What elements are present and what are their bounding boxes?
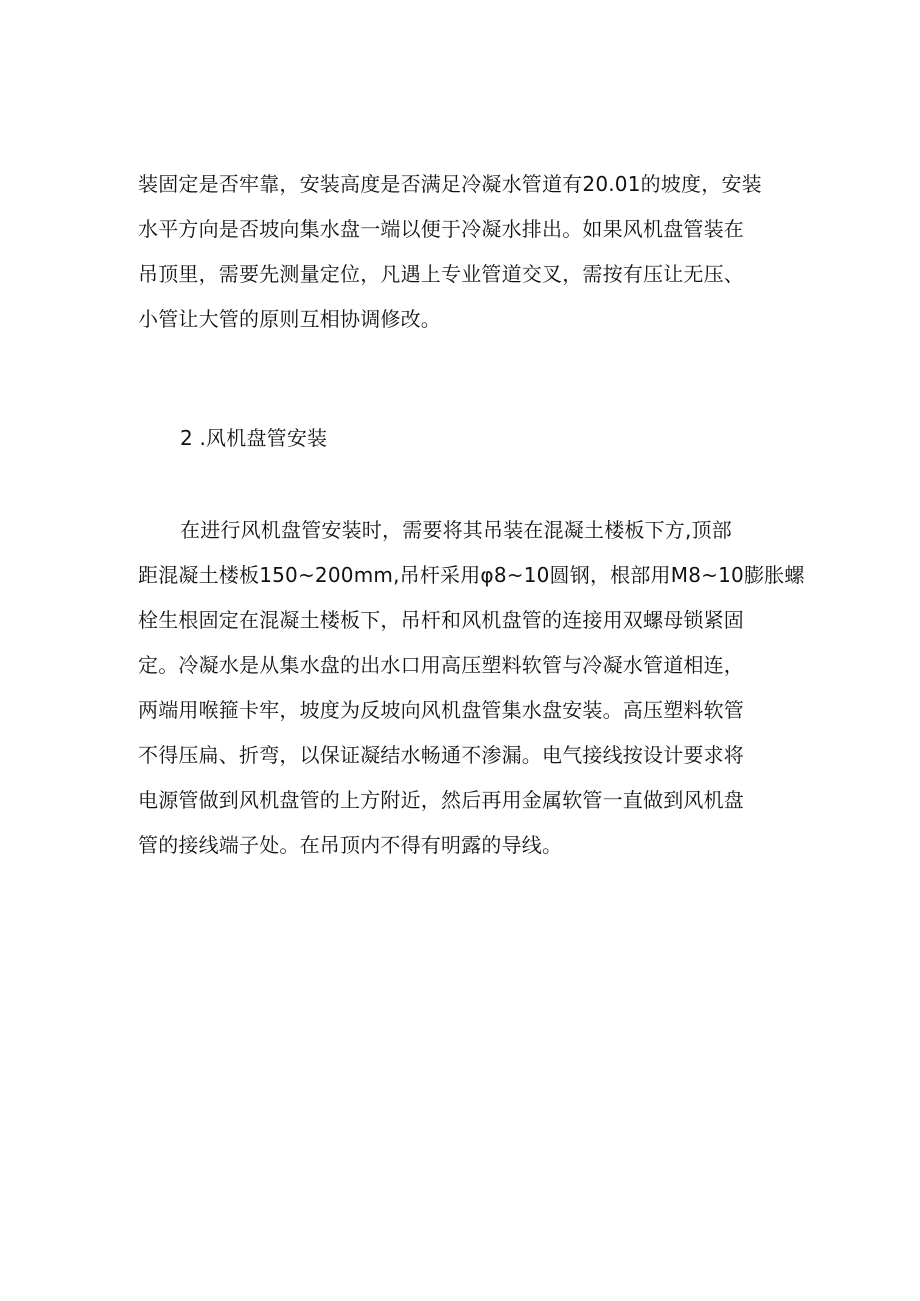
paragraph-continued	[138, 162, 798, 342]
paragraph-line: 不得压扁、折弯，以保证凝结水畅通不渗漏。电气接线按设计要求将	[138, 743, 744, 767]
paragraph-line: 小管让大管的原则互相协调修改。	[138, 307, 441, 331]
paragraph-line: 两端用喉箍卡牢，坡度为反坡向风机盘管集水盘安装。高压塑料软管	[138, 698, 744, 722]
paragraph-installation	[138, 508, 805, 868]
paragraph-line: 装固定是否牢靠，安装高度是否满足冷凝水管道有20.01的坡度，安装	[138, 172, 762, 196]
section-heading-text: 2 .风机盘管安装	[180, 426, 328, 450]
paragraph-line: 距混凝土楼板150~200mm,吊杆采用φ8~10圆钢，根部用M8~10膨胀螺	[138, 563, 805, 587]
paragraph-line: 在进行风机盘管安装时，需要将其吊装在混凝土楼板下方,顶部	[180, 518, 732, 542]
paragraph-line: 吊顶里，需要先测量定位，凡遇上专业管道交叉，需按有压让无压、	[138, 262, 744, 286]
section-heading	[138, 416, 798, 461]
paragraph-line: 管的接线端子处。在吊顶内不得有明露的导线。	[138, 833, 563, 857]
paragraph-line: 电源管做到风机盘管的上方附近，然后再用金属软管一直做到风机盘	[138, 788, 744, 812]
paragraph-line: 水平方向是否坡向集水盘一端以便于冷凝水排出。如果风机盘管装在	[138, 217, 744, 241]
paragraph-line: 栓生根固定在混凝土楼板下，吊杆和风机盘管的连接用双螺母锁紧固	[138, 608, 744, 632]
paragraph-line: 定。冷凝水是从集水盘的出水口用高压塑料软管与冷凝水管道相连，	[138, 653, 744, 677]
